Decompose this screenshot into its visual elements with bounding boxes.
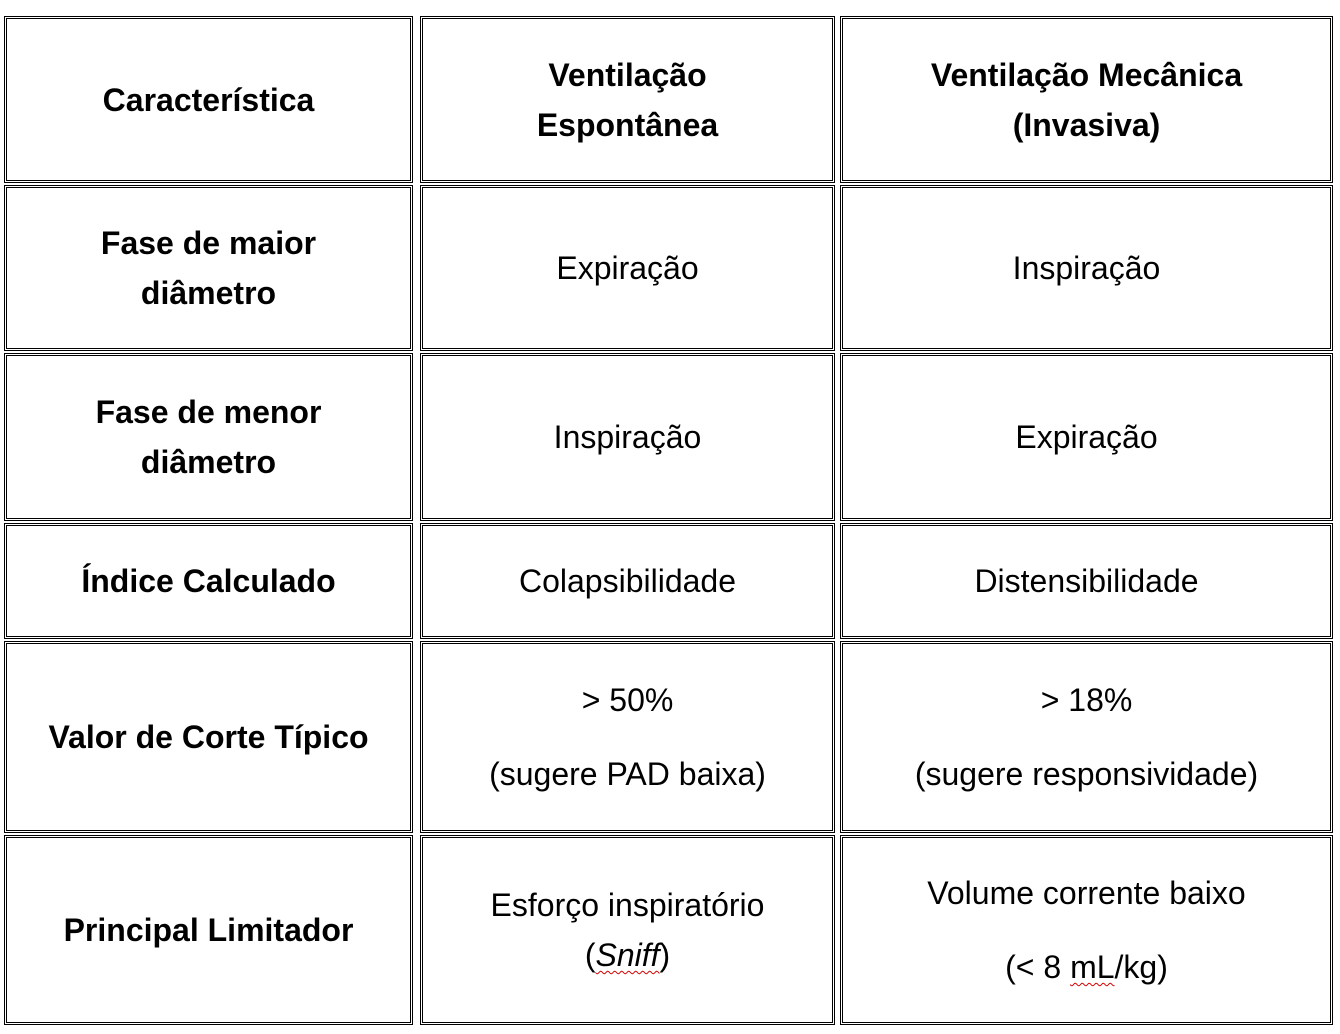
row-label-line1: Fase de maior — [100, 225, 317, 261]
cell-text: Expiração — [1015, 419, 1158, 455]
cell-text: Distensibilidade — [974, 563, 1199, 599]
cell-mechanical-cutoff — [840, 641, 1333, 833]
cell-spontaneous-cutoff — [420, 641, 835, 833]
row-label-line2: diâmetro — [140, 444, 277, 480]
cell-mechanical-limitation — [840, 835, 1333, 1025]
cell-text: Inspiração — [1012, 250, 1161, 286]
header-spontaneous — [420, 16, 835, 183]
row-label-text: Índice Calculado — [81, 563, 336, 599]
limitation-line2 — [585, 930, 670, 980]
limitation-line1: Volume corrente baixo — [927, 875, 1246, 911]
volume-prefix: (< 8 — [1005, 949, 1071, 985]
cutoff-note: (sugere responsividade) — [914, 756, 1259, 792]
cutoff-note: (sugere PAD baixa) — [489, 756, 766, 792]
header-characteristic-text: Característica — [102, 81, 315, 118]
cell-mechanical-max-diameter — [840, 185, 1333, 351]
volume-unit: mL — [1070, 949, 1115, 985]
cell-spontaneous-index — [420, 523, 835, 639]
header-spontaneous-line2: Espontânea — [536, 106, 719, 143]
header-mechanical-line1: Ventilação Mecânica — [930, 56, 1243, 93]
header-characteristic — [4, 16, 413, 183]
paren-close: ) — [659, 937, 671, 973]
header-mechanical-line2: (Invasiva) — [1012, 106, 1161, 143]
cell-spontaneous-limitation — [420, 835, 835, 1025]
paren-open: ( — [584, 937, 596, 973]
header-spontaneous-line1: Ventilação — [548, 56, 707, 93]
row-label-line2: diâmetro — [140, 275, 277, 311]
header-mechanical — [840, 16, 1333, 183]
row-label-index — [4, 523, 413, 639]
cell-text: Colapsibilidade — [518, 563, 737, 599]
cell-text: Inspiração — [553, 419, 702, 455]
cutoff-value: > 18% — [1040, 682, 1133, 718]
row-label-min-diameter — [4, 353, 413, 521]
row-label-text: Valor de Corte Típico — [48, 719, 369, 755]
cell-spontaneous-min-diameter — [420, 353, 835, 521]
row-label-line1: Fase de menor — [95, 394, 322, 430]
row-label-max-diameter — [4, 185, 413, 351]
volume-suffix: /kg) — [1114, 949, 1168, 985]
cell-mechanical-index — [840, 523, 1333, 639]
cell-mechanical-min-diameter — [840, 353, 1333, 521]
sniff-term: Sniff — [595, 937, 660, 973]
limitation-line2 — [1005, 942, 1168, 992]
limitation-line1: Esforço inspiratório — [490, 887, 765, 923]
row-label-text: Principal Limitador — [63, 912, 354, 948]
row-label-cutoff — [4, 641, 413, 833]
cutoff-value: > 50% — [581, 682, 674, 718]
row-label-limitation — [4, 835, 413, 1025]
cell-text: Expiração — [556, 250, 699, 286]
cell-spontaneous-max-diameter — [420, 185, 835, 351]
